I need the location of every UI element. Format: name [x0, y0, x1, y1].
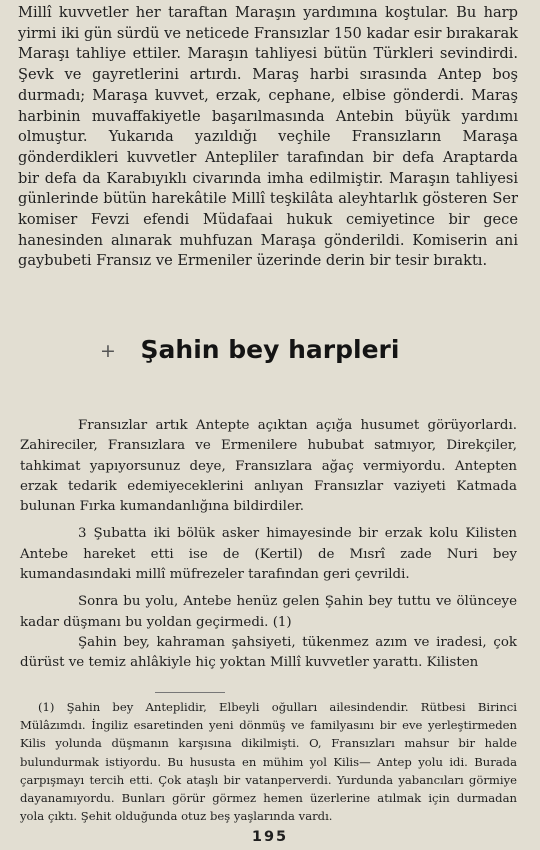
footnote-divider [155, 692, 225, 693]
top-paragraph: Millî kuvvetler her taraftan Maraşın yardımına koştular. Bu harp yirmi iki gün sürdü ve neticede Fransızlar 150 kadar esir bırakarak Maraşı tahliye ettiler. Maraşın tahliyesi bütün Türkleri sevindirdi. Şevk ve gayretlerini artırdı. Maraş harbi sırasında Antep boş durmadı; Maraşa kuvvet, erzak, cephane, elbise gönderdi. Maraş harbinin muvaffakiyetle başarılmasında Antebin büyük yardımı olmuştur. Yukarıda yazıldığı veçhile Fransızların Maraşa gönderdikleri kuvvetler Antepliler tarafından bir defa Araptarda bir defa da Karabıyıklı civarında imha edilmiştir. Maraşın tahliyesi günlerinde bütün harekâtile Millî teşkilâta aleyhtarlık gösteren Ser komiser Fevzi efendi Müdafaai hukuk cemiyetince bir gece hanesinden alınarak muhfuzan Maraşa gönderildi. Komiserin ani gaybubeti Fransız ve Ermeniler üzerinde derin bir tesir bıraktı. [18, 4, 518, 270]
footnote: (1) Şahin bey Anteplidir, Elbeyli oğulları ailesindendir. Rütbesi Birinci Mülâzımdı. İngiliz esaretinden yeni dönmüş ve familyasını bir eve yerleştirmeden Kilis yolunda düşmanın karşısına dikilmişti. O, Fransızları mahsur bir halde bulundurmak istiyordu. Bu hususta en mühim yol Kilis— Antep yolu idi. Burada çarpışmayı tercih etti. Çok ataşlı bir vatanperverdi. Yurdunda yabancıları görmiye dayanamıyordu. Bunları görür görmez hemen üzerlerine atılmak için durmadan yola çıktı. Şehit olduğunda otuz beş yaşlarında vardı. [20, 700, 517, 824]
paragraph-2: 3 Şubatta iki bölük asker himayesinde bir erzak kolu Kilisten Antebe hareket etti ise de (Kertil) de Mısrî zade Nuri bey kumandasındaki millî müfrezeler tarafından geri çevrildi. [20, 526, 517, 583]
paragraph-3: Sonra bu yolu, Antebe henüz gelen Şahin bey tuttu ve ölünceye kadar düşmanı bu yoldan geçirmedi. (1) [20, 594, 517, 630]
paragraph-1: Fransızlar artık Antepte açıktan açığa husumet görüyorlardı. Zahireciler, Fransızlara ve Ermenilere hububat satmıyor, Direkçiler, tahkimat yapıyorsunuz deye, Fransızlara ağaç vermiyordu. Antepten erzak tedarik edemiyeceklerini anlıyan Fransızlar vaziyeti Katmada bulunan Fırka kumandanlığına bildirdiler. [20, 418, 517, 515]
paragraph-4: Şahin bey, kahraman şahsiyeti, tükenmez azım ve iradesi, çok dürüst ve temiz ahlâkiyle hiç yoktan Millî kuvvetler yarattı. Kilisten [20, 634, 517, 671]
section-body [20, 416, 517, 674]
section-heading: Şahin bey harpleri [140, 335, 400, 364]
page-number: 195 [251, 829, 289, 845]
handwritten-mark: + [100, 340, 116, 362]
